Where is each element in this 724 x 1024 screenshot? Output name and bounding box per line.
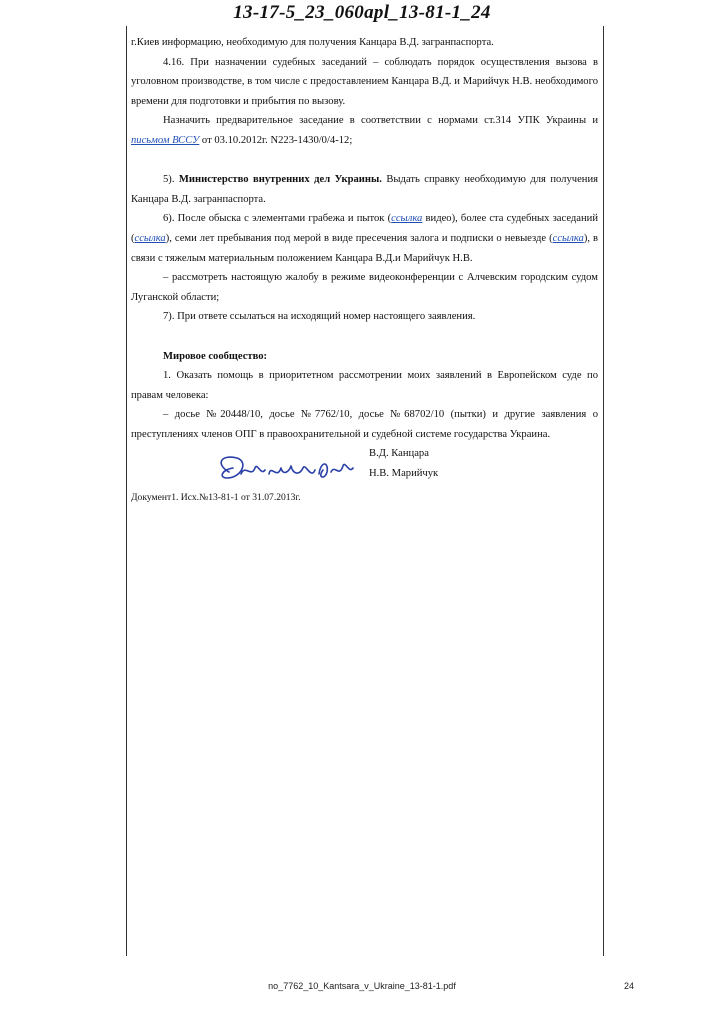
- document-reference: Документ1. Исх.№13-81-1 от 31.07.2013г.: [131, 492, 301, 504]
- letter-vssu-link[interactable]: письмом ВССУ: [131, 134, 200, 146]
- paragraph-world-1: 1. Оказать помощь в приоритетном рассмотрении моих заявлений в Европейском суде по правам человека:: [131, 370, 598, 401]
- signature-block: [131, 444, 598, 488]
- paragraph-dossiers: – досье №20448/10, досье №7762/10, досье №68702/10 (пытки) и другие заявления о преступлениях членов ОПГ в правоохранительной и судебной системе государства Украина.: [131, 409, 598, 440]
- signatory-2: Н.В. Марийчук: [369, 468, 439, 480]
- signatory-1: В.Д. Канцара: [369, 448, 429, 460]
- paragraph-6: [131, 209, 598, 268]
- document-id-header: 13-17-5_23_060apl_13-81-1_24: [233, 2, 491, 23]
- paragraph-5-ministry: [131, 170, 598, 209]
- video-link[interactable]: ссылка: [391, 213, 423, 225]
- footer-filename: no_7762_10_Kantsara_v_Ukraine_13-81-1.pdf: [268, 981, 456, 991]
- signatory-names: [369, 444, 438, 483]
- text: ), семи лет пребывания под мерой в виде пресечения залога и подписки о невыезде (: [165, 232, 553, 244]
- bail-link[interactable]: ссылка: [552, 232, 584, 244]
- footer-page-number: 24: [624, 981, 635, 991]
- text: 5).: [163, 174, 179, 186]
- text: от 03.10.2012г. N223-1430/0/4-12;: [199, 134, 353, 146]
- paragraph-preliminary-hearing: [131, 111, 598, 150]
- text: видео), более ста судебных заседаний (: [131, 213, 598, 244]
- paragraph-videoconference: – рассмотреть настоящую жалобу в режиме видеоконференции с Алчевским городским судом Луганской области;: [131, 272, 598, 303]
- document-body: [131, 33, 598, 508]
- text: Выдать справку необходимую для получения Канцара В.Д. загранпаспорта.: [131, 174, 598, 205]
- paragraph-7: 7). При ответе ссылаться на исходящий номер настоящего заявления.: [163, 311, 476, 323]
- spacer: [131, 151, 598, 171]
- paragraph-4-16: 4.16. При назначении судебных заседаний – соблюдать порядок осуществления вызова в уголовном производстве, в том числе с предоставлением Канцара В.Д. и Марийчук Н.В. необходимого времени для подготовки и прибытия по вызову.: [131, 56, 598, 107]
- hearings-link[interactable]: ссылка: [134, 232, 166, 244]
- ministry-heading: Министерство внутренних дел Украины.: [178, 174, 382, 186]
- paragraph-continuation: г.Киев информацию, необходимую для получения Канцара В.Д. загранпаспорта.: [131, 37, 494, 48]
- spacer: [131, 327, 598, 347]
- world-community-heading: Мировое сообщество:: [163, 350, 268, 362]
- handwritten-signature: [211, 450, 361, 486]
- text: ), в связи с тяжелым материальным положением Канцара В.Д.и Марийчук Н.В.: [131, 232, 598, 264]
- text: Назначить предварительное заседание в соответствии с нормами ст.314 УПК Украины и: [163, 115, 598, 127]
- text: 6). После обыска с элементами грабежа и пыток (: [163, 213, 392, 225]
